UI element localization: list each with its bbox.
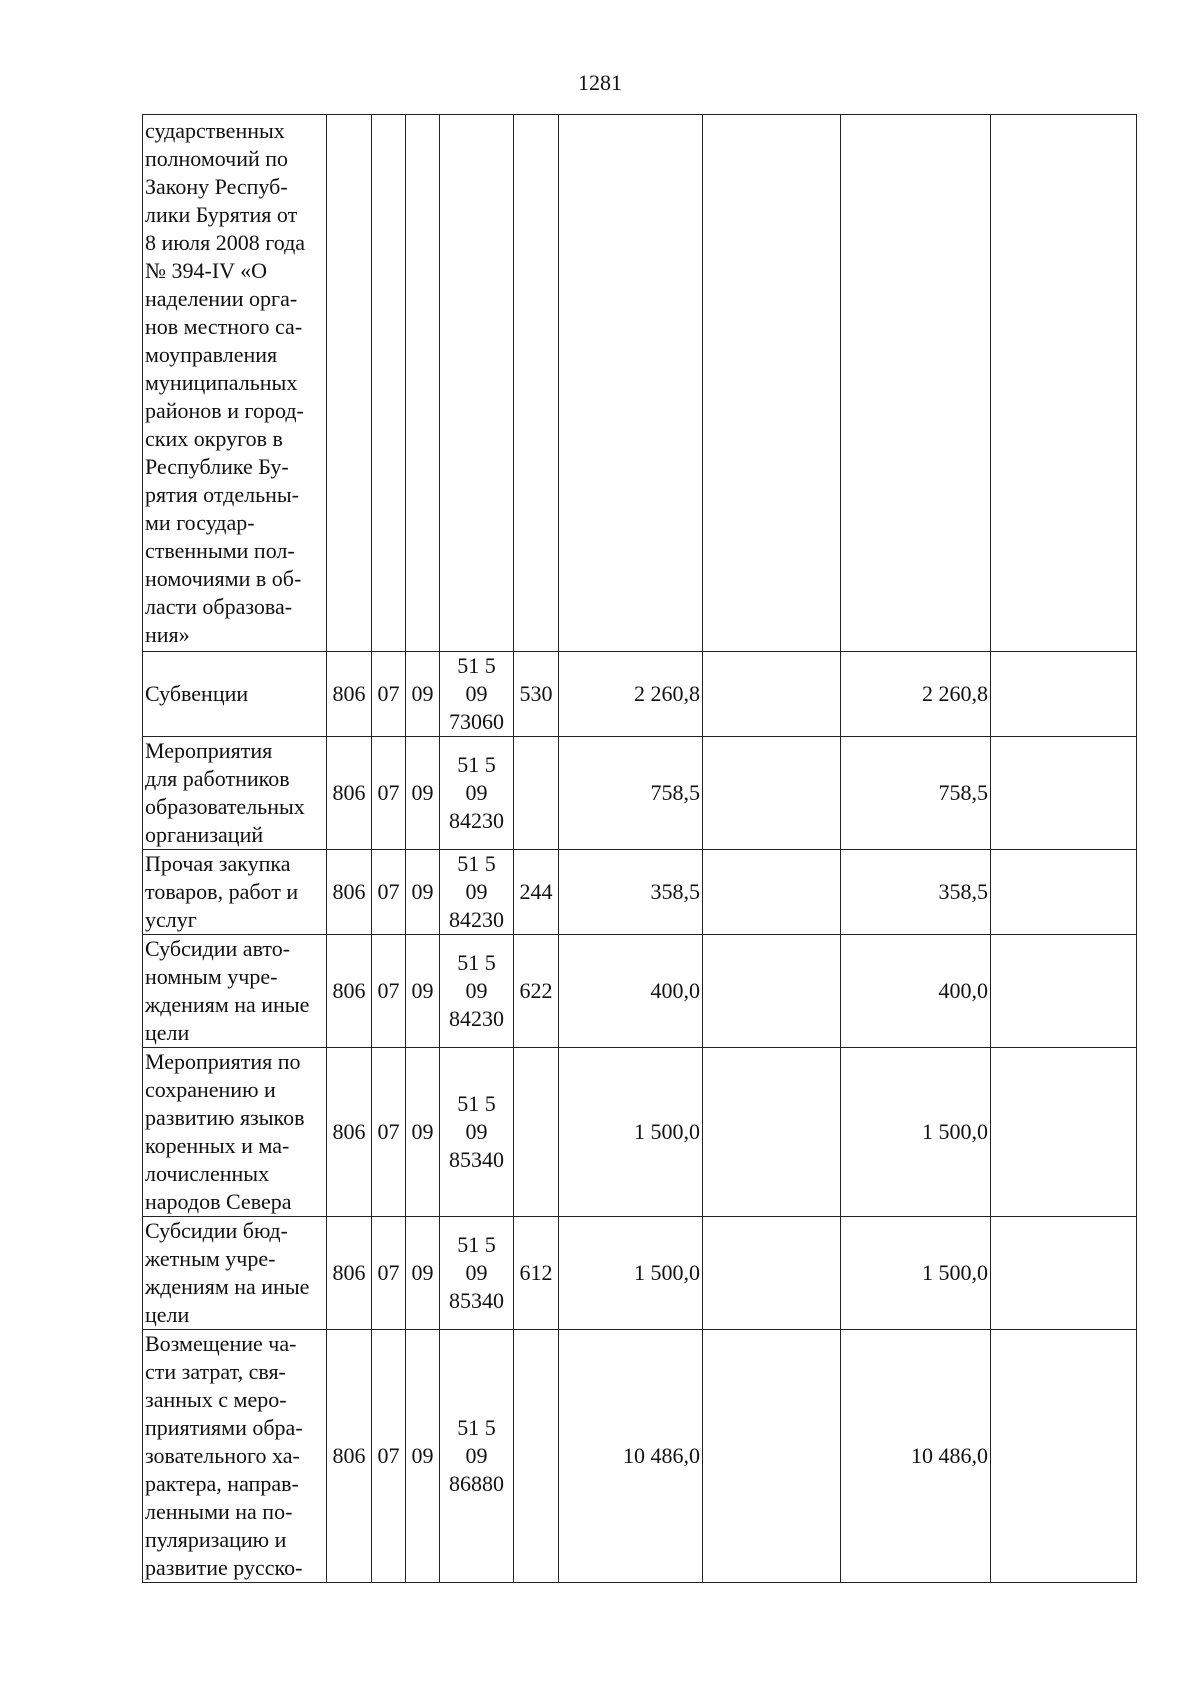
row-name-line: муниципальных xyxy=(145,370,298,395)
csr-line: 09 xyxy=(465,879,488,904)
row-name-line: ских округов в xyxy=(145,426,283,451)
cell-sum3: 1 500,0 xyxy=(841,1217,991,1330)
row-name-line: ждениям на иные xyxy=(145,992,310,1017)
cell-sum2 xyxy=(703,1217,841,1330)
csr-line: 51 5 xyxy=(457,851,496,876)
csr-line: 86880 xyxy=(449,1471,504,1496)
csr-line xyxy=(442,397,511,425)
csr-line: 51 5 xyxy=(457,950,496,975)
cell-sum4 xyxy=(991,1330,1137,1583)
table-row xyxy=(143,737,1137,850)
row-name-line: пуляризацию и xyxy=(145,1527,287,1552)
cell-vr xyxy=(514,1330,559,1583)
row-name-line: рактера, направ- xyxy=(145,1471,299,1496)
cell-pr: 09 xyxy=(406,1048,440,1217)
cell-ved: 806 xyxy=(327,850,372,935)
csr-line: 51 5 xyxy=(457,1091,496,1116)
row-name-line: лики Бурятия от xyxy=(145,202,298,227)
cell-csr xyxy=(440,1217,514,1330)
row-name-cell xyxy=(143,1330,327,1583)
row-name-cell xyxy=(143,1217,327,1330)
row-name-line: товаров, работ и xyxy=(145,879,299,904)
table-row xyxy=(143,1330,1137,1583)
cell-csr xyxy=(440,1330,514,1583)
cell-sum3: 358,5 xyxy=(841,850,991,935)
row-name-line: районов и город- xyxy=(145,398,304,423)
row-name-line: номочиями в об- xyxy=(145,566,302,591)
csr-line: 51 5 xyxy=(457,1232,496,1257)
row-name-line: цели xyxy=(145,1302,190,1327)
row-name-cell xyxy=(143,652,327,737)
cell-ved: 806 xyxy=(327,652,372,737)
row-name-line: услуг xyxy=(145,907,197,932)
row-name-line: занных с меро- xyxy=(145,1387,287,1412)
table-body xyxy=(143,115,1137,1583)
row-name-line: развитие русско- xyxy=(145,1555,303,1580)
cell-ved xyxy=(327,115,372,652)
cell-ved: 806 xyxy=(327,935,372,1048)
row-name-line: Прочая закупка xyxy=(145,851,291,876)
row-name-line: лочисленных xyxy=(145,1161,270,1186)
cell-vr xyxy=(514,1048,559,1217)
row-name-cell xyxy=(143,935,327,1048)
cell-sum2 xyxy=(703,737,841,850)
cell-vr: 622 xyxy=(514,935,559,1048)
row-name-line: образовательных xyxy=(145,794,305,819)
cell-pr: 09 xyxy=(406,935,440,1048)
row-name-line: цели xyxy=(145,1020,190,1045)
row-name-line: моуправления xyxy=(145,342,278,367)
cell-pr: 09 xyxy=(406,1217,440,1330)
cell-rz xyxy=(372,115,406,652)
row-name-line: развитию языков xyxy=(145,1105,305,1130)
cell-pr xyxy=(406,115,440,652)
row-name-cell xyxy=(143,850,327,935)
cell-pr: 09 xyxy=(406,737,440,850)
row-name-line: Возмещение ча- xyxy=(145,1331,297,1356)
cell-vr xyxy=(514,737,559,850)
table-row xyxy=(143,850,1137,935)
cell-sum3: 400,0 xyxy=(841,935,991,1048)
cell-sum4 xyxy=(991,1048,1137,1217)
cell-sum2 xyxy=(703,935,841,1048)
row-name-line: ласти образова- xyxy=(145,594,293,619)
row-name-line: ния» xyxy=(145,622,190,647)
cell-vr: 612 xyxy=(514,1217,559,1330)
cell-sum1: 2 260,8 xyxy=(559,652,703,737)
row-name-line: полномочий по xyxy=(145,146,289,171)
csr-line: 09 xyxy=(465,978,488,1003)
cell-sum2 xyxy=(703,1048,841,1217)
cell-vr xyxy=(514,115,559,652)
row-name-line: ми государ- xyxy=(145,510,255,535)
cell-rz: 07 xyxy=(372,1048,406,1217)
cell-sum2 xyxy=(703,652,841,737)
cell-sum3: 1 500,0 xyxy=(841,1048,991,1217)
row-name-line: для работников xyxy=(145,766,290,791)
row-name-line: Республике Бу- xyxy=(145,454,289,479)
row-name-line: сохранению и xyxy=(145,1077,276,1102)
csr-line: 51 5 xyxy=(457,752,496,777)
row-name-line: ственными пол- xyxy=(145,538,295,563)
row-name-line: зовательного ха- xyxy=(145,1443,300,1468)
row-name-line: сти затрат, свя- xyxy=(145,1359,286,1384)
cell-rz: 07 xyxy=(372,850,406,935)
row-name-line: народов Севера xyxy=(145,1189,292,1214)
row-name-line: нов местного са- xyxy=(145,314,303,339)
row-name-line: Субсидии авто- xyxy=(145,936,291,961)
table-row xyxy=(143,652,1137,737)
row-name-line: Субвенции xyxy=(145,681,249,706)
row-name-line: № 394-IV «О xyxy=(145,258,268,283)
cell-csr xyxy=(440,850,514,935)
csr-line: 84230 xyxy=(449,808,504,833)
table-row xyxy=(143,115,1137,652)
cell-ved: 806 xyxy=(327,1048,372,1217)
cell-sum3: 10 486,0 xyxy=(841,1330,991,1583)
csr-line: 84230 xyxy=(449,1006,504,1031)
row-name-line: Мероприятия xyxy=(145,738,273,763)
csr-line: 09 xyxy=(465,1443,488,1468)
cell-ved: 806 xyxy=(327,1217,372,1330)
table-row xyxy=(143,1048,1137,1217)
row-name-line: наделении орга- xyxy=(145,286,298,311)
cell-sum4 xyxy=(991,850,1137,935)
row-name-line: номным учре- xyxy=(145,964,278,989)
csr-line xyxy=(442,369,511,397)
cell-sum2 xyxy=(703,1330,841,1583)
cell-pr: 09 xyxy=(406,652,440,737)
cell-sum4 xyxy=(991,652,1137,737)
csr-line: 84230 xyxy=(449,907,504,932)
row-name-line: жетным учре- xyxy=(145,1246,276,1271)
cell-sum2 xyxy=(703,850,841,935)
csr-line: 51 5 xyxy=(457,1415,496,1440)
row-name-cell xyxy=(143,115,327,652)
cell-sum1: 1 500,0 xyxy=(559,1048,703,1217)
csr-line: 09 xyxy=(465,1119,488,1144)
row-name-cell xyxy=(143,1048,327,1217)
cell-rz: 07 xyxy=(372,737,406,850)
cell-sum1 xyxy=(559,115,703,652)
cell-rz: 07 xyxy=(372,652,406,737)
cell-sum1: 400,0 xyxy=(559,935,703,1048)
cell-sum1: 10 486,0 xyxy=(559,1330,703,1583)
cell-sum4 xyxy=(991,737,1137,850)
row-name-line: Субсидии бюд- xyxy=(145,1218,288,1243)
cell-csr xyxy=(440,935,514,1048)
cell-csr xyxy=(440,737,514,850)
cell-pr: 09 xyxy=(406,1330,440,1583)
cell-sum3: 758,5 xyxy=(841,737,991,850)
row-name-line: сударственных xyxy=(145,118,285,143)
cell-csr xyxy=(440,652,514,737)
csr-line xyxy=(442,341,511,369)
cell-sum2 xyxy=(703,115,841,652)
csr-line: 51 5 xyxy=(457,653,496,678)
table-row xyxy=(143,935,1137,1048)
cell-csr xyxy=(440,1048,514,1217)
cell-vr: 530 xyxy=(514,652,559,737)
cell-rz: 07 xyxy=(372,1217,406,1330)
cell-rz: 07 xyxy=(372,1330,406,1583)
row-name-line: организаций xyxy=(145,822,264,847)
cell-sum3 xyxy=(841,115,991,652)
row-name-line: Закону Респуб- xyxy=(145,174,288,199)
cell-sum4 xyxy=(991,115,1137,652)
csr-line: 09 xyxy=(465,780,488,805)
cell-ved: 806 xyxy=(327,1330,372,1583)
row-name-line: ленными на по- xyxy=(145,1499,293,1524)
csr-line: 85340 xyxy=(449,1288,504,1313)
cell-pr: 09 xyxy=(406,850,440,935)
table-row xyxy=(143,1217,1137,1330)
row-name-line: 8 июля 2008 года xyxy=(145,230,306,255)
cell-sum3: 2 260,8 xyxy=(841,652,991,737)
row-name-line: ждениям на иные xyxy=(145,1274,310,1299)
row-name-line: рятия отдельны- xyxy=(145,482,300,507)
row-name-line: коренных и ма- xyxy=(145,1133,290,1158)
csr-line: 73060 xyxy=(449,709,504,734)
row-name-line: приятиями обра- xyxy=(145,1415,303,1440)
cell-rz: 07 xyxy=(372,935,406,1048)
csr-line: 85340 xyxy=(449,1147,504,1172)
cell-sum4 xyxy=(991,1217,1137,1330)
csr-line: 09 xyxy=(465,681,488,706)
cell-sum4 xyxy=(991,935,1137,1048)
cell-sum1: 358,5 xyxy=(559,850,703,935)
csr-line: 09 xyxy=(465,1260,488,1285)
row-name-line: Мероприятия по xyxy=(145,1049,301,1074)
page-number: 1281 xyxy=(578,70,622,95)
budget-table xyxy=(142,114,1137,1583)
cell-ved: 806 xyxy=(327,737,372,850)
row-name-cell xyxy=(143,737,327,850)
cell-sum1: 1 500,0 xyxy=(559,1217,703,1330)
cell-sum1: 758,5 xyxy=(559,737,703,850)
cell-csr xyxy=(440,115,514,652)
cell-vr: 244 xyxy=(514,850,559,935)
